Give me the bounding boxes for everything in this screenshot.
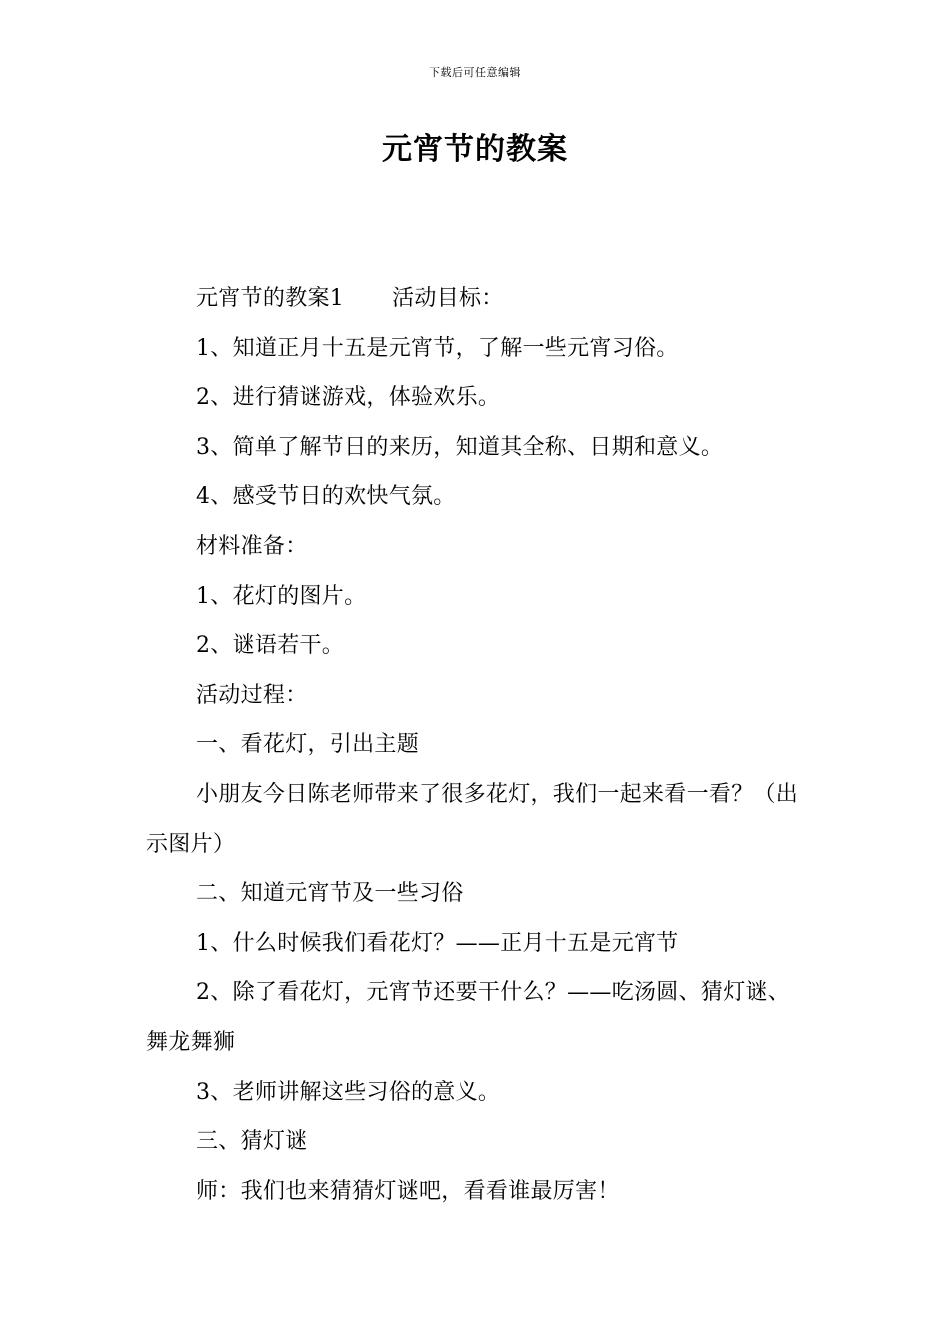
paragraph: 2、进行猜谜游戏，体验欢乐。	[196, 385, 501, 411]
paragraph: 小朋友今日陈老师带来了很多花灯，我们一起来看一看？（出示图片）	[146, 781, 799, 857]
paragraph: 师：我们也来猜猜灯谜吧，看看谁最厉害！	[196, 1178, 620, 1204]
paragraph: 2、除了看花灯，元宵节还要干什么？——吃汤圆、猜灯谜、舞龙舞狮	[146, 980, 791, 1055]
lesson-number-label: 元宵节的教案1	[196, 286, 345, 311]
paragraph: 1、知道正月十五是元宵节，了解一些元宵习俗。	[196, 335, 679, 361]
document-body	[146, 274, 810, 1216]
activity-goals-label: 活动目标：	[392, 286, 504, 311]
document-title: 元宵节的教案	[382, 132, 568, 167]
paragraph: 二、知道元宵节及一些习俗	[196, 881, 464, 907]
paragraph: 4、感受节日的欢快气氛。	[196, 484, 456, 510]
paragraph-lesson-heading	[146, 274, 810, 324]
paragraph: 一、看花灯，引出主题	[196, 732, 420, 758]
paragraph: 3、老师讲解这些习俗的意义。	[196, 1079, 501, 1105]
paragraph: 2、谜语若干。	[196, 633, 345, 659]
paragraph: 材料准备：	[196, 533, 308, 559]
paragraph: 三、猜灯谜	[196, 1129, 308, 1155]
page-header-note: 下载后可任意编辑	[429, 66, 521, 79]
paragraph: 3、简单了解节日的来历，知道其全称、日期和意义。	[196, 434, 724, 460]
paragraph: 活动过程：	[196, 682, 308, 708]
paragraph: 1、什么时候我们看花灯？——正月十五是元宵节	[196, 930, 679, 956]
paragraph: 1、花灯的图片。	[196, 583, 367, 609]
